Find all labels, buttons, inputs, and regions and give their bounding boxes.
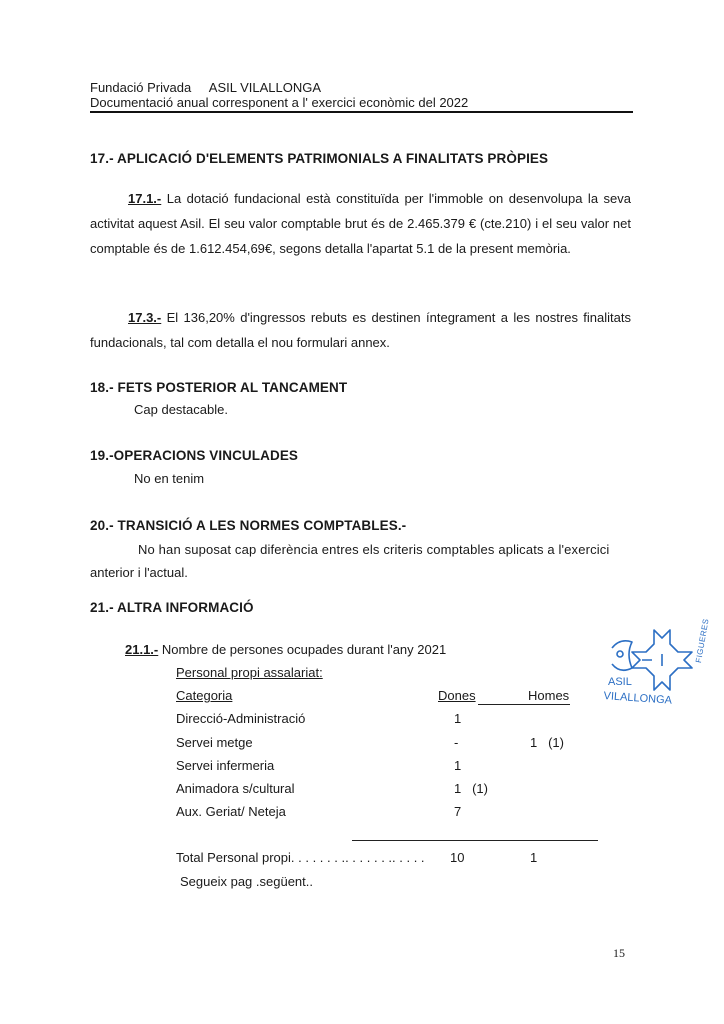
table-row-men: 1 (1)	[530, 735, 564, 750]
section-20-heading: 20.- TRANSICIÓ A LES NORMES COMPTABLES.-	[90, 518, 407, 533]
logo-line-1: ASIL	[608, 676, 632, 688]
section-21-1-text: Nombre de persones ocupades durant l'any 2021	[158, 642, 447, 657]
column-header-category: Categoria	[176, 688, 233, 703]
header-line-2: Documentació anual corresponent a l' exercici econòmic del 2022	[90, 95, 469, 110]
totals-rule	[352, 840, 598, 841]
section-18-text: Cap destacable.	[134, 402, 228, 417]
section-20-line-1: No han suposat cap diferència entres els criteris comptables aplicats a l'exercici	[138, 542, 610, 557]
header-org: Fundació Privada	[90, 80, 192, 95]
column-header-rule	[478, 704, 570, 705]
column-header-women: Dones	[438, 688, 476, 703]
header-line-1	[90, 80, 321, 95]
table-row-women: -	[454, 735, 459, 750]
table-row-women: 1 (1)	[454, 781, 488, 796]
section-17-3-label: 17.3.-	[128, 310, 162, 325]
total-label: Total Personal propi. . . . . . . .. . . . . . .. . . . .	[176, 850, 425, 865]
section-18-heading: 18.- FETS POSTERIOR AL TANCAMENT	[90, 380, 348, 395]
section-17-1-text: La dotació fundacional està constituïda per l'immoble on desenvolupa la seva activitat aquest Asil. El seu valor comptable brut és de 2.465.379 € (cte.210) i el seu valor net comptable és de 1.612.454,69€, segons detalla l'apartat 5.1 de la present memòria.	[90, 191, 631, 256]
table-row-category: Servei metge	[176, 735, 253, 750]
column-header-men: Homes	[528, 688, 570, 703]
section-21-1-line	[125, 642, 446, 657]
section-17-3-text: El 136,20% d'ingressos rebuts es destinen íntegrament a les nostres finalitats fundacionals, tal com detalla el nou formulari annex.	[90, 310, 631, 350]
section-21-1-label: 21.1.-	[125, 642, 159, 657]
table-row-women: 7	[454, 804, 462, 819]
table-row-category: Animadora s/cultural	[176, 781, 295, 796]
section-17-3-paragraph	[90, 305, 631, 355]
logo-line-2: VILALLONGA	[603, 690, 673, 707]
section-19-heading: 19.-OPERACIONS VINCULADES	[90, 448, 299, 463]
header-rule	[90, 111, 633, 113]
table-row-category: Aux. Geriat/ Neteja	[176, 804, 286, 819]
total-men: 1	[530, 850, 538, 865]
table-row-category: Direcció-Administració	[176, 711, 306, 726]
total-women: 10	[450, 850, 465, 865]
page-number: 15	[613, 946, 625, 960]
section-17-heading: 17.- APLICACIÓ D'ELEMENTS PATRIMONIALS A FINALITATS PRÒPIES	[90, 151, 549, 166]
section-17-1-label: 17.1.-	[128, 191, 162, 206]
table-row-women: 1	[454, 758, 462, 773]
logo-side-text: FIGUERES	[694, 617, 711, 664]
table-caption: Personal propi assalariat:	[176, 665, 323, 680]
section-17-1-paragraph	[90, 186, 631, 261]
header-name: ASIL VILALLONGA	[208, 80, 322, 95]
table-row-women: 1	[454, 711, 462, 726]
section-21-heading: 21.- ALTRA INFORMACIÓ	[90, 600, 254, 615]
section-20-line-2: anterior i l'actual.	[90, 565, 188, 580]
continue-note: Segueix pag .següent..	[180, 874, 313, 889]
section-19-text: No en tenim	[134, 471, 205, 486]
asil-vilallonga-logo	[602, 617, 712, 714]
table-row-category: Servei infermeria	[176, 758, 275, 773]
